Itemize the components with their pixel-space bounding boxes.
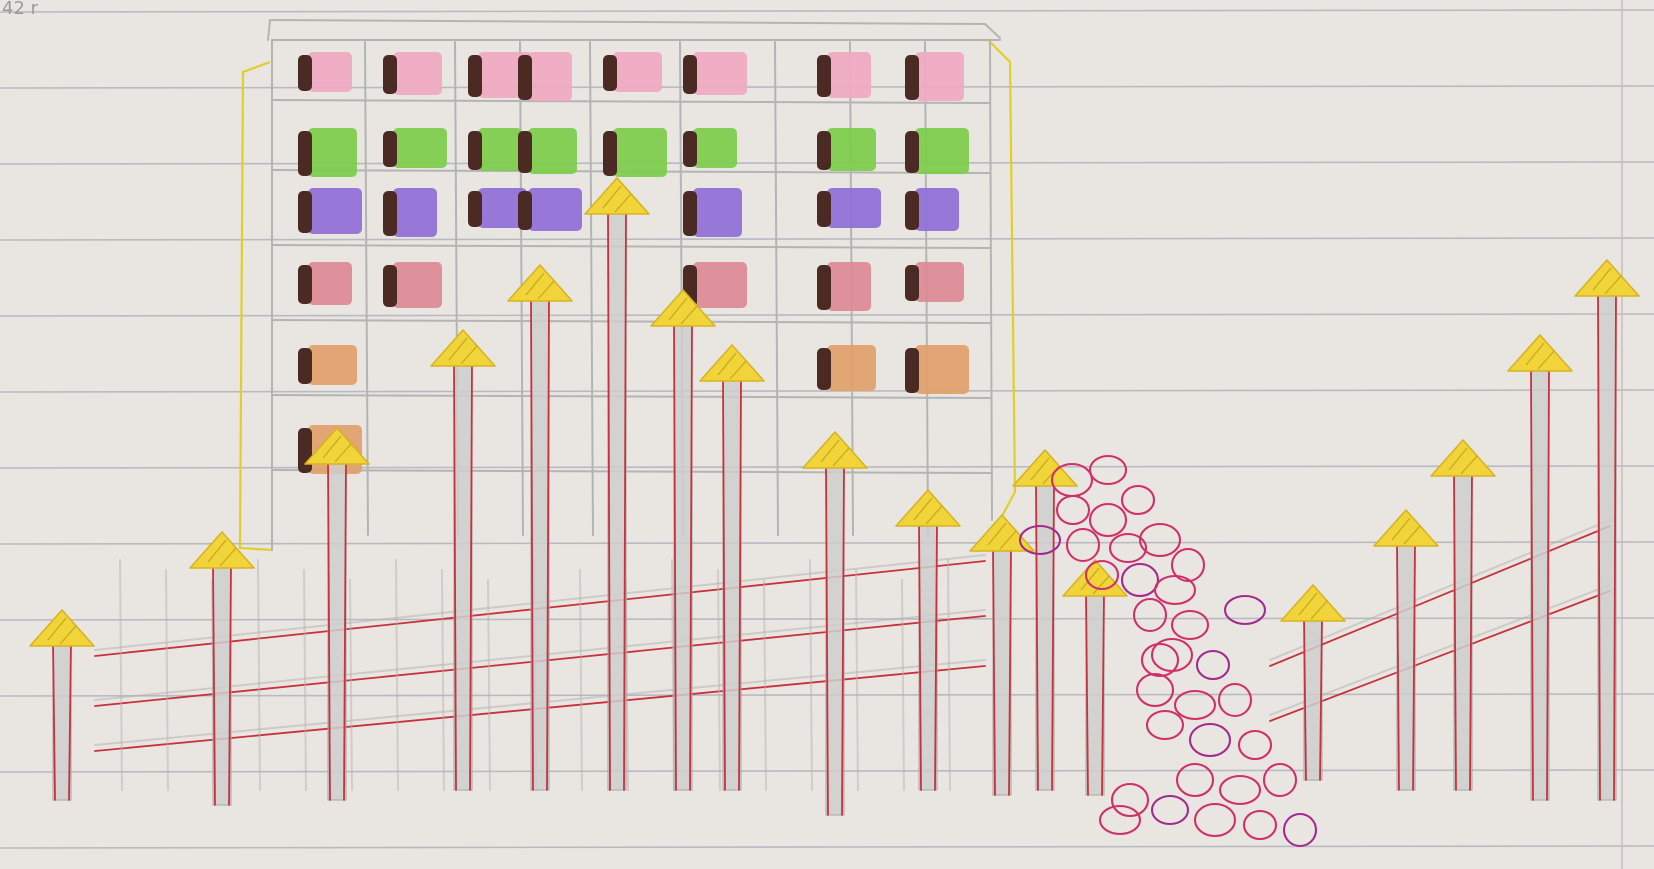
window-shutter: [683, 191, 697, 236]
lamp-post: [608, 208, 626, 790]
window-shutter: [905, 131, 919, 173]
window-shutter: [468, 191, 482, 227]
window-shutter: [683, 55, 697, 94]
window-shutter: [468, 131, 482, 170]
window-shutter: [603, 131, 617, 176]
corner-scribble: 42 r: [2, 0, 39, 19]
window-shutter: [905, 55, 919, 100]
window: [693, 262, 747, 308]
window: [827, 52, 871, 98]
window-shutter: [298, 131, 312, 176]
window-shutter: [905, 265, 919, 301]
window-shutter: [905, 348, 919, 393]
window-shutter: [298, 55, 312, 91]
lamp-post: [826, 462, 844, 815]
window: [915, 345, 969, 394]
window-shutter: [817, 55, 831, 97]
window: [915, 188, 959, 231]
window-shutter: [518, 191, 532, 230]
window: [308, 345, 357, 385]
lamp-post: [674, 320, 692, 790]
window-shutter: [298, 191, 312, 233]
window-shutter: [905, 191, 919, 230]
lamp-post: [53, 640, 71, 800]
window-shutter: [298, 348, 312, 384]
window: [827, 188, 881, 228]
window-shutter: [817, 348, 831, 390]
window: [915, 262, 964, 302]
lamp-post: [531, 295, 549, 790]
window: [478, 128, 522, 171]
window: [528, 52, 572, 101]
window-shutter: [298, 265, 312, 304]
window: [827, 345, 876, 391]
window-shutter: [817, 191, 831, 227]
window: [528, 128, 577, 174]
lamp-post: [1598, 290, 1616, 800]
window: [528, 188, 582, 231]
window-shutter: [383, 191, 397, 236]
lamp-post: [723, 375, 741, 790]
window-shutter: [817, 265, 831, 310]
window: [693, 52, 747, 95]
lamp-post: [1454, 470, 1472, 790]
lamp-post: [1397, 540, 1415, 790]
window: [308, 128, 357, 177]
lamp-post: [993, 545, 1011, 795]
window-shutter: [817, 131, 831, 170]
window: [827, 262, 871, 311]
window: [393, 262, 442, 308]
window-shutter: [518, 55, 532, 100]
window: [308, 52, 352, 92]
window-shutter: [603, 55, 617, 91]
window: [613, 52, 662, 92]
window-shutter: [683, 131, 697, 167]
lamp-post: [1304, 615, 1322, 780]
window: [693, 128, 737, 168]
window-shutter: [383, 55, 397, 94]
window: [308, 262, 352, 305]
window: [393, 52, 442, 95]
window: [613, 128, 667, 177]
lamp-post: [919, 520, 937, 790]
window: [693, 188, 742, 237]
lamp-post: [454, 360, 472, 790]
window-shutter: [383, 265, 397, 307]
lamp-post: [1531, 365, 1549, 800]
window: [393, 128, 447, 168]
window-shutter: [518, 131, 532, 173]
lamp-post: [213, 562, 231, 805]
window: [915, 128, 969, 174]
window-shutter: [383, 131, 397, 167]
window: [308, 188, 362, 234]
lamp-post: [1086, 590, 1104, 795]
window: [915, 52, 964, 101]
window: [827, 128, 876, 171]
window-shutter: [468, 55, 482, 97]
lamp-post: [328, 458, 346, 800]
window-shutter: [298, 428, 312, 473]
window: [393, 188, 437, 237]
